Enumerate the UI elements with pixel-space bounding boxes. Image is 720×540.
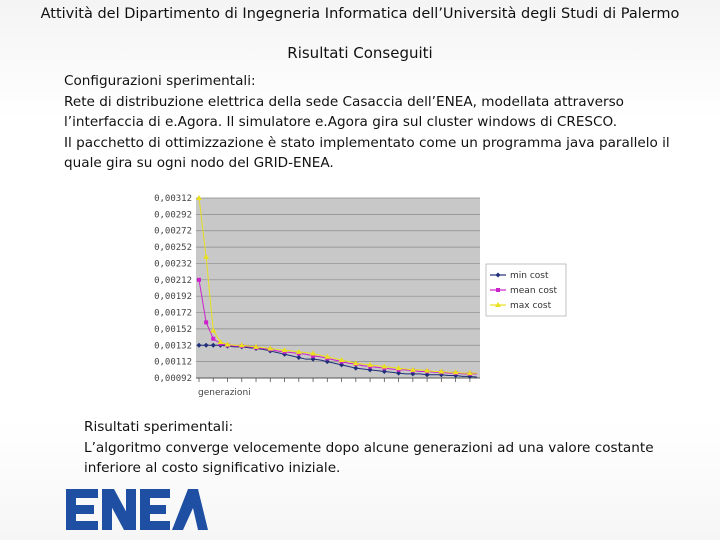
config-line: quale gira su ogni nodo del GRID-ENEA. [64, 155, 334, 171]
data-point [196, 195, 202, 200]
y-tick-label: 0,00252 [154, 243, 192, 254]
enea-logo-mark [66, 489, 208, 530]
results-line: inferiore al costo significativo iniziale. [84, 460, 341, 476]
legend-label: mean cost [510, 286, 558, 296]
header-title: Attività del Dipartimento di Ingegneria Informatica dell’Università degli Studi di Palermo [40, 6, 680, 22]
plot-area [196, 198, 480, 378]
legend-label: min cost [510, 271, 549, 281]
y-tick-label: 0,00092 [154, 374, 192, 384]
y-tick-label: 0,00192 [154, 292, 192, 303]
enea-logo [64, 486, 209, 534]
y-tick-label: 0,00312 [154, 194, 192, 204]
x-axis-label: generazioni [198, 388, 251, 398]
config-line: Rete di distribuzione elettrica della sede Casaccia dell’ENEA, modellata attraverso [64, 93, 624, 110]
results-line: Risultati sperimentali: [84, 419, 234, 435]
y-tick-label: 0,00152 [154, 324, 192, 335]
y-tick-label: 0,00172 [154, 308, 192, 319]
page-subtitle: Risultati Conseguiti [287, 44, 433, 62]
data-point [211, 337, 215, 341]
config-text [64, 71, 704, 174]
y-tick-label: 0,00232 [154, 259, 192, 270]
config-line: l’interfaccia di e.Agora. Il simulatore e.Agora gira sul cluster windows di CRESCO. [64, 114, 618, 130]
y-tick-label: 0,00212 [154, 275, 192, 286]
y-tick-label: 0,00272 [154, 226, 192, 237]
cost-chart [128, 188, 568, 410]
results-text [84, 417, 704, 479]
legend-label: max cost [510, 301, 552, 311]
config-line: Il pacchetto di ottimizzazione è stato implementato come un programma java parallelo il [64, 134, 670, 151]
data-point [204, 320, 208, 324]
config-line: Configurazioni sperimentali: [64, 73, 256, 89]
y-tick-label: 0,00132 [154, 341, 192, 352]
data-point [197, 278, 201, 282]
legend-marker [496, 288, 500, 292]
y-tick-label: 0,00292 [154, 210, 192, 221]
results-line: L’algoritmo converge velocemente dopo alcune generazioni ad una valore costante [84, 439, 654, 456]
cost-chart-svg [128, 188, 568, 410]
y-tick-label: 0,00112 [154, 357, 192, 368]
